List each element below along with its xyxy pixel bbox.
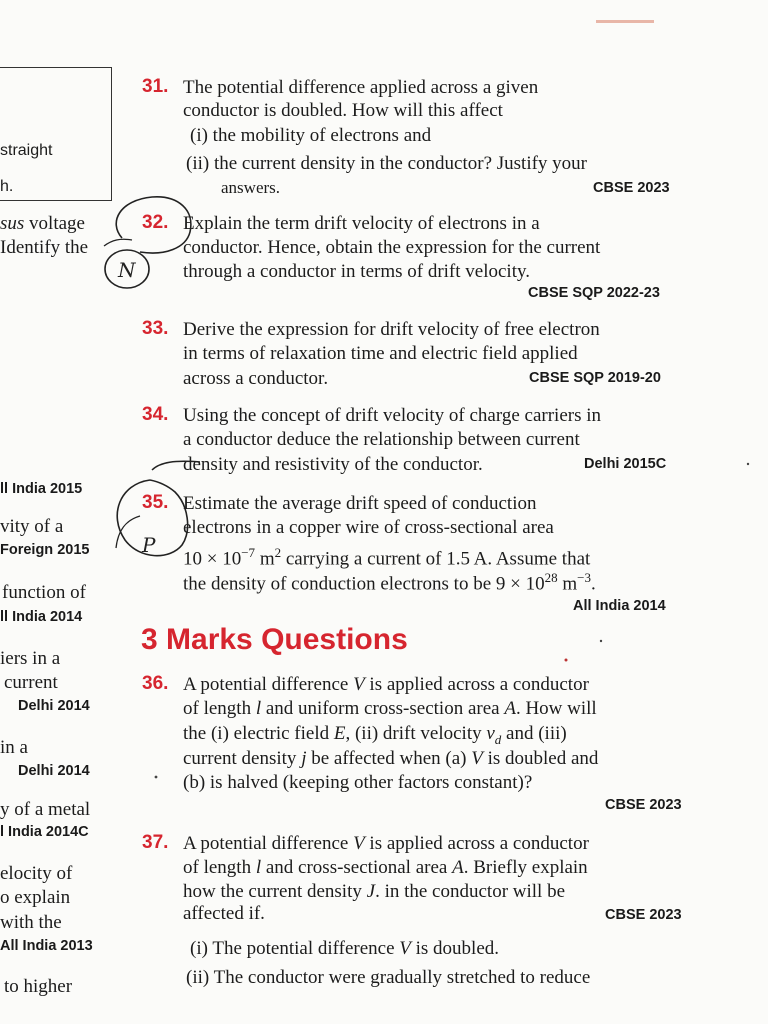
left-source-tag: l India 2014C	[0, 824, 89, 840]
question-text: conductor is doubled. How will this affect	[183, 100, 503, 121]
question-subpart: (ii) the current density in the conductor? Justify your	[186, 153, 588, 174]
q36-var: j	[301, 748, 307, 769]
q36-text: and (iii)	[501, 723, 567, 744]
ink-speck	[747, 463, 749, 465]
left-source-tag: Delhi 2014	[18, 698, 90, 714]
q36-text: of length	[183, 698, 256, 719]
q37-var: V	[353, 833, 365, 854]
left-text: o explain	[0, 887, 71, 908]
source-tag: CBSE 2023	[593, 180, 670, 196]
q37-var: J	[366, 881, 376, 902]
ink-speck	[155, 776, 158, 779]
question-subpart: (ii) The conductor were gradually stretched to reduce	[186, 967, 591, 988]
q35-text: .	[590, 573, 596, 595]
question-number: 36.	[142, 673, 169, 694]
left-text: current	[4, 672, 58, 693]
q37-text: is doubled.	[410, 938, 500, 959]
question-number: 37.	[142, 832, 169, 853]
q37-text: . in the conductor will be	[375, 881, 566, 902]
q35-text: m	[557, 573, 578, 595]
handwritten-circle-q32	[116, 197, 191, 253]
section-heading: 3 Marks Questions	[141, 623, 408, 656]
q36-subscript: d	[494, 731, 502, 747]
left-text: elocity of	[0, 863, 73, 884]
q37-var: V	[399, 938, 411, 959]
source-tag: CBSE 2023	[605, 907, 682, 923]
question-subpart: answers.	[221, 178, 281, 197]
q37-var: l	[255, 857, 262, 878]
left-text: in a	[0, 737, 28, 758]
q36-var: v	[486, 723, 495, 744]
question-text: Using the concept of drift velocity of charge carriers in	[183, 405, 602, 426]
q35-text: 10 × 10	[183, 548, 242, 570]
q37-text: (i) The potential difference	[190, 938, 400, 959]
q37-var: A	[452, 857, 464, 878]
handwritten-note-n: N	[118, 258, 136, 282]
source-tag: CBSE SQP 2019-20	[529, 370, 661, 386]
q36-text: and uniform cross-section area	[261, 698, 505, 719]
q36-var: V	[353, 674, 365, 695]
q36-text: is doubled and	[482, 748, 599, 769]
question-text: in terms of relaxation time and electric field applied	[183, 343, 578, 364]
left-text: with the	[0, 912, 62, 933]
left-source-tag: ll India 2015	[0, 481, 83, 497]
q36-text: current density	[183, 748, 302, 769]
q36-text: be affected when (a)	[306, 748, 472, 769]
question-number: 35.	[142, 492, 169, 513]
q37-text: A potential difference	[183, 833, 354, 854]
q36-text: A potential difference	[183, 674, 354, 695]
source-tag: Delhi 2015C	[584, 456, 667, 472]
question-subpart: (i) the mobility of electrons and	[190, 125, 432, 146]
q36-var: l	[255, 698, 262, 719]
source-tag: All India 2014	[573, 598, 666, 614]
question-text: density and resistivity of the conductor.	[183, 454, 483, 475]
question-number: 33.	[142, 318, 169, 339]
q36-text: the (i) electric field	[183, 723, 334, 744]
left-text: to higher	[4, 976, 73, 997]
question-number: 32.	[142, 212, 169, 233]
source-tag: CBSE 2023	[605, 797, 682, 813]
left-text: iers in a	[0, 648, 61, 669]
question-text: across a conductor.	[183, 368, 329, 389]
left-text: y of a metal	[0, 799, 91, 820]
question-text: Explain the term drift velocity of electrons in a	[183, 213, 540, 234]
left-text-italic: sus	[0, 213, 25, 234]
question-text: The potential difference applied across a given	[183, 77, 539, 98]
q36-var: E	[333, 723, 346, 744]
question-text: affected if.	[183, 903, 265, 924]
left-source-tag: Delhi 2014	[18, 763, 90, 779]
left-source-tag: ll India 2014	[0, 609, 83, 625]
left-box-line: straight	[0, 142, 53, 159]
question-text: conductor. Hence, obtain the expression for the current	[183, 237, 601, 258]
ink-speck	[600, 640, 602, 642]
question-text: electrons in a copper wire of cross-sectional area	[183, 517, 554, 538]
q35-exponent: 2	[274, 545, 282, 560]
left-text-rest: voltage	[24, 213, 85, 234]
q37-text: . Briefly explain	[463, 857, 588, 878]
question-text: (b) is halved (keeping other factors constant)?	[183, 772, 533, 793]
q35-text: carrying a current of 1.5 A. Assume that	[281, 548, 591, 570]
left-box-line: h.	[0, 178, 14, 195]
q36-text: , (ii) drift velocity	[345, 723, 487, 744]
question-text: a conductor deduce the relationship between current	[183, 429, 580, 450]
q35-exponent: −3	[577, 570, 591, 585]
left-text: function of	[2, 582, 86, 603]
handwritten-arc-q34	[152, 461, 200, 470]
q37-text: and cross-sectional area	[261, 857, 453, 878]
question-number: 31.	[142, 76, 169, 97]
q36-var: A	[504, 698, 516, 719]
q37-text: how the current density	[183, 881, 367, 902]
left-text: vity of a	[0, 516, 64, 537]
q35-exponent: 28	[544, 570, 558, 585]
question-text: Estimate the average drift speed of conduction	[183, 493, 537, 514]
question-text: through a conductor in terms of drift velocity.	[183, 261, 531, 282]
q36-text: . How will	[515, 698, 597, 719]
handwritten-note-p: P	[142, 533, 156, 557]
q35-text: the density of conduction electrons to be 9 × 10	[183, 573, 545, 595]
question-number: 34.	[142, 404, 169, 425]
left-text: Identify the	[0, 237, 89, 258]
question-text: Derive the expression for drift velocity of free electron	[183, 319, 600, 340]
q35-text: m	[255, 548, 275, 570]
source-tag: CBSE SQP 2022-23	[528, 285, 660, 301]
q35-exponent: −7	[241, 545, 256, 560]
left-source-tag: All India 2013	[0, 938, 93, 954]
q37-text: is applied across a conductor	[364, 833, 589, 854]
q37-text: of length	[183, 857, 256, 878]
q36-var: V	[471, 748, 483, 769]
q36-text: is applied across a conductor	[364, 674, 589, 695]
left-source-tag: Foreign 2015	[0, 542, 90, 558]
handwritten-stroke	[104, 239, 132, 246]
ink-speck	[565, 659, 568, 662]
